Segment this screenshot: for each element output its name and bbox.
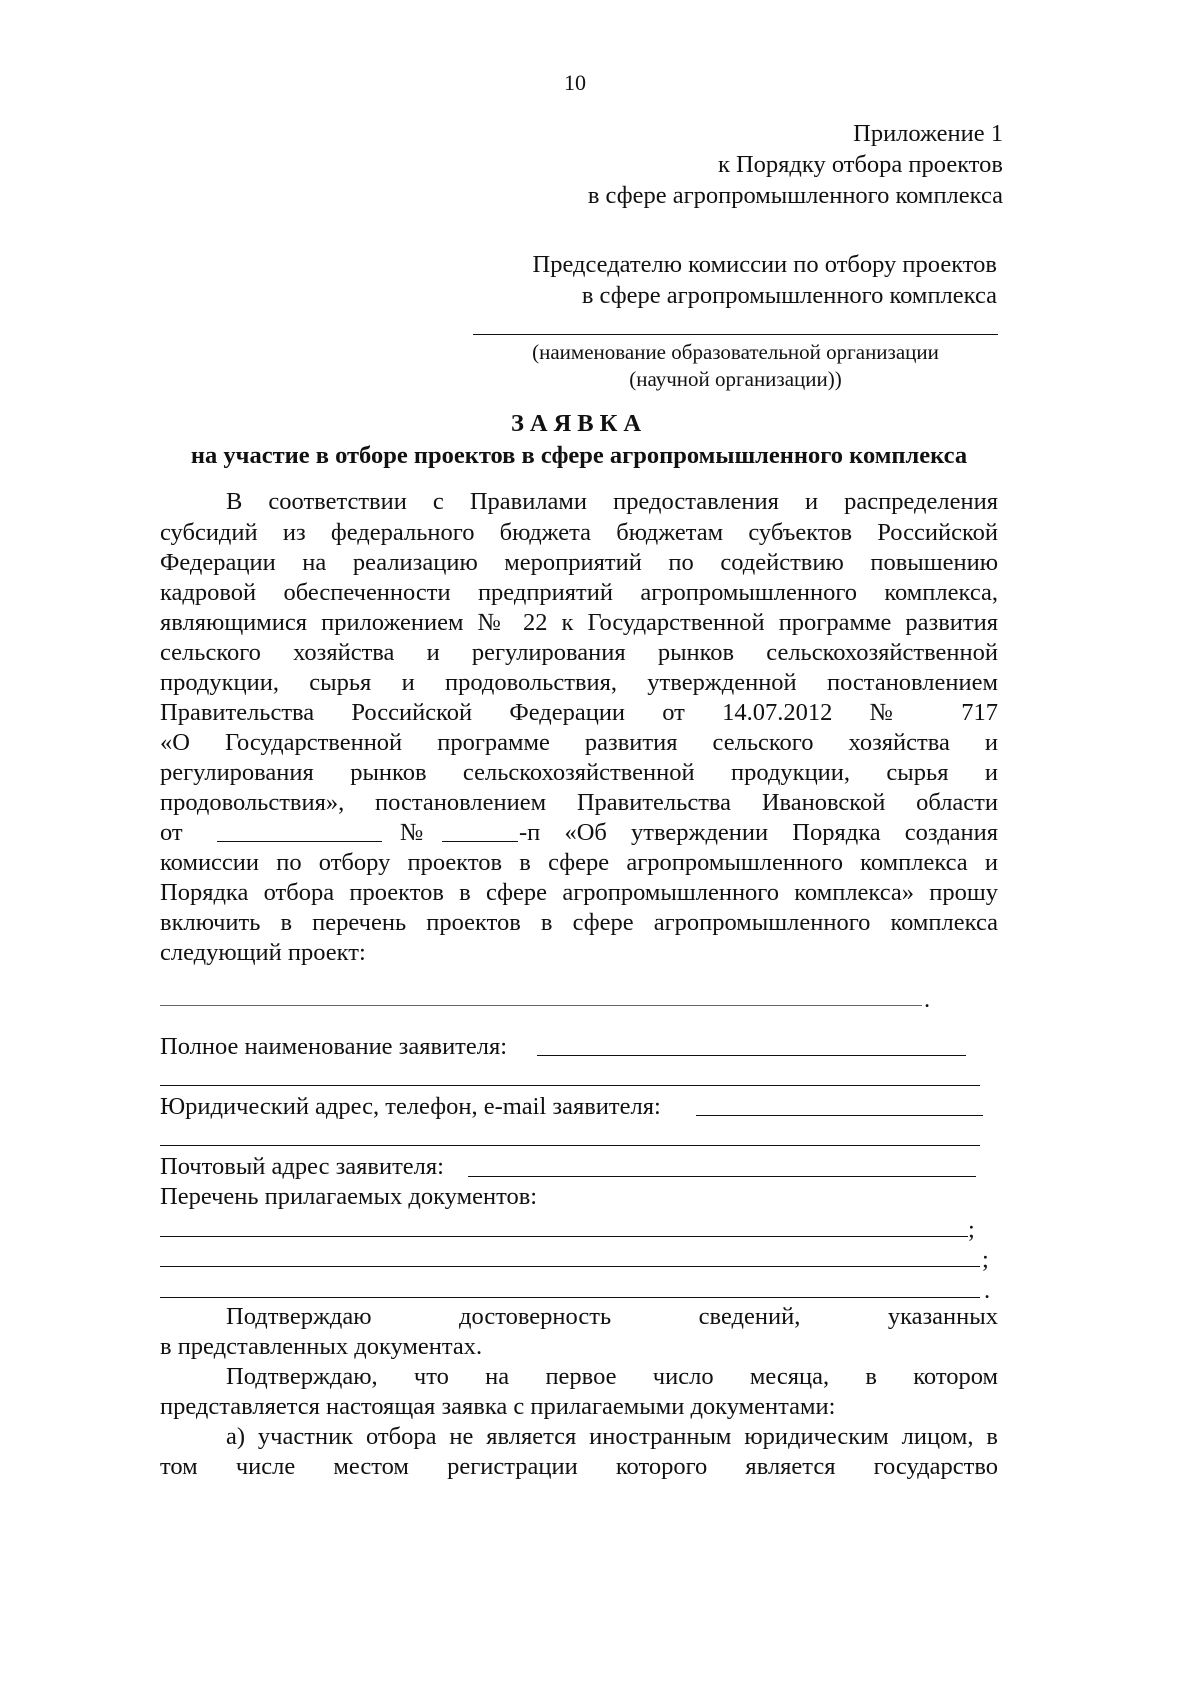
body-line: кадровой обеспеченности предприятий агропромышленного комплекса,	[160, 579, 998, 606]
body-line: -п «Об утверждении Порядка создания	[519, 819, 998, 846]
legal-address-field[interactable]	[696, 1115, 983, 1116]
body-line: субсидий из федерального бюджета бюджетам субъектов Российской	[160, 519, 998, 546]
page-number: 10	[564, 70, 586, 95]
documents-label: Перечень прилагаемых документов:	[160, 1183, 538, 1210]
body-line: Федерации на реализацию мероприятий по содействию повышению	[160, 549, 998, 576]
legal-address-label: Юридический адрес, телефон, e-mail заявителя:	[160, 1093, 661, 1120]
number-blank	[442, 841, 518, 842]
document-title: ЗАЯВКА	[510, 410, 648, 437]
legal-address-field-continued[interactable]	[160, 1145, 980, 1146]
postal-address-label: Почтовый адрес заявителя:	[160, 1153, 444, 1180]
body-line: включить в перечень проектов в сфере агропромышленного комплекса	[160, 909, 998, 936]
full-name-field[interactable]	[537, 1055, 966, 1056]
organization-caption: (наименование образовательной организации	[532, 340, 939, 364]
body-line: Правительства Российской Федерации от 14.07.2012 № 717	[160, 699, 998, 726]
body-line: комиссии по отбору проектов в сфере агропромышленного комплекса и	[160, 849, 998, 876]
organization-caption: (научной организации))	[629, 367, 842, 391]
body-line: сельского хозяйства и регулирования рынков сельскохозяйственной	[160, 639, 998, 666]
document-line-end: .	[984, 1277, 991, 1304]
body-line: «О Государственной программе развития сельского хозяйства и	[160, 729, 998, 756]
item-a-line: том числе местом регистрации которого является государство	[160, 1453, 998, 1480]
addressee-block	[533, 249, 997, 311]
body-line: продовольствия», постановлением Правительства Ивановской области	[160, 789, 998, 816]
document-subtitle: на участие в отборе проектов в сфере агропромышленного комплекса	[190, 442, 968, 469]
body-line: В соответствии с Правилами предоставления и распределения	[226, 488, 998, 515]
confirmation-line: Подтверждаю, что на первое число месяца, в котором	[226, 1363, 998, 1390]
confirmation-line: Подтверждаю достоверность сведений, указанных	[226, 1303, 998, 1330]
full-name-label: Полное наименование заявителя:	[160, 1033, 508, 1060]
document-line[interactable]	[160, 1297, 980, 1298]
appendix-line: в сфере агропромышленного комплекса	[587, 182, 1003, 209]
document-line[interactable]	[160, 1266, 980, 1267]
document-line-end: ;	[968, 1216, 975, 1243]
project-line-end: .	[924, 986, 931, 1013]
confirmation-line: представляется настоящая заявка с прилагаемыми документами:	[160, 1393, 836, 1420]
body-line: регулирования рынков сельскохозяйственной продукции, сырья и	[160, 759, 998, 786]
date-blank	[217, 841, 382, 842]
body-line: следующий проект:	[160, 939, 366, 966]
organization-name-line	[473, 334, 998, 335]
postal-address-field[interactable]	[468, 1176, 976, 1177]
addressee-line: Председателю комиссии по отбору проектов	[532, 251, 997, 278]
body-line: продукции, сырья и продовольствия, утвержденной постановлением	[160, 669, 998, 696]
appendix-line: к Порядку отбора проектов	[717, 151, 1003, 178]
document-line[interactable]	[160, 1236, 968, 1237]
confirmation-line: в представленных документах.	[160, 1333, 483, 1360]
appendix-header	[588, 118, 1003, 211]
body-line-num: №	[400, 819, 424, 846]
project-name-line[interactable]	[160, 1005, 922, 1006]
item-a-line: а) участник отбора не является иностранным юридическим лицом, в	[226, 1423, 998, 1450]
body-line: Порядка отбора проектов в сфере агропромышленного комплекса» прошу	[160, 879, 998, 906]
full-name-field-continued[interactable]	[160, 1085, 980, 1086]
addressee-line: в сфере агропромышленного комплекса	[581, 282, 997, 309]
body-line-ot: от	[160, 819, 183, 846]
document-line-end: ;	[982, 1246, 989, 1273]
body-line: являющимися приложением № 22 к Государственной программе развития	[160, 609, 998, 636]
appendix-line: Приложение 1	[853, 120, 1003, 147]
